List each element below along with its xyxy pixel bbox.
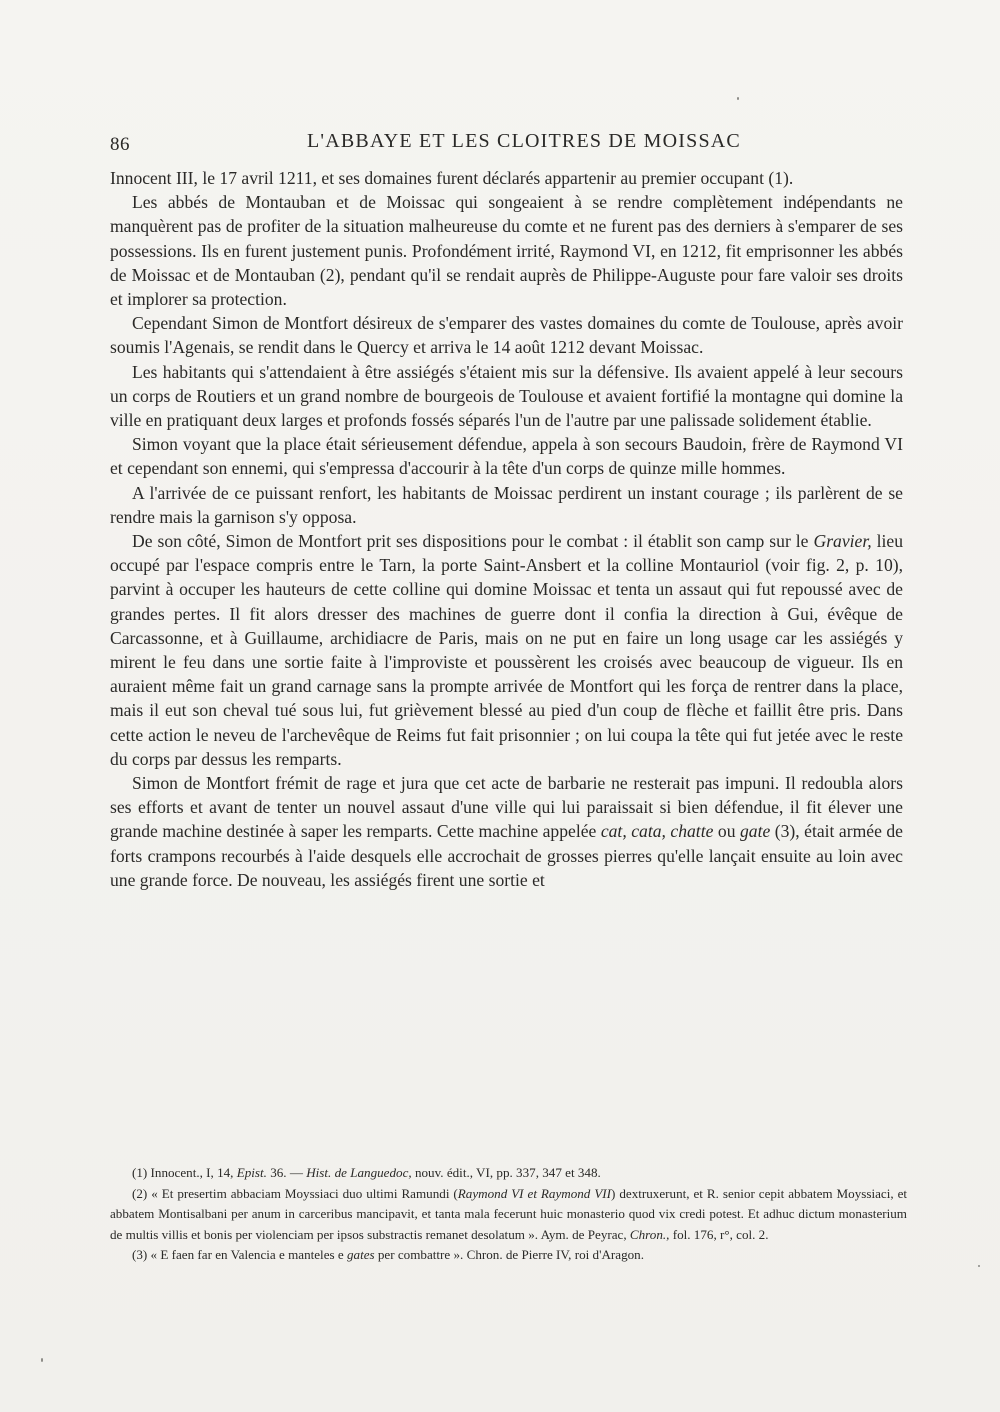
term-chatte: chatte [670,821,714,842]
running-title: L'ABBAYE ET LES CLOITRES DE MOISSAC [307,130,741,152]
footnote-2-text-c: fol. 176, r°, col. 2. [669,1226,769,1242]
footnote-1-text-c: nouv. édit., VI, pp. 337, 347 et 348. [411,1165,601,1180]
paragraph-8 [110,771,903,892]
footnote-1-text-b: 36. — [266,1165,307,1180]
footnote-2 [110,1184,907,1246]
paragraph-1: Innocent III, le 17 avril 1211, et ses domaines furent déclarés appartenir au premier occupant (1). [110,168,794,188]
footnote-1-hist-languedoc: Hist. de Languedoc, [306,1165,412,1180]
paragraph-5: Simon voyant que la place était sérieusement défendue, appela à son secours Baudoin, frère de Raymond VI et cependant son ennemi, qui s'empressa d'accourir à la tête d'un corps de quinze mille hommes. [110,434,903,479]
footnote-3 [110,1245,907,1266]
paragraph-4: Les habitants qui s'attendaient à être assiégés s'étaient mis sur la défensive. Ils avaient appelé à leur secours un corps de Routiers et un grand nombre de bourgeois de Toulouse et avaient fortifié la montagne qui domine la ville en pratiquant deux larges et profonds fossés séparés l'un de l'autre par une palissade solidement établie. [110,361,903,431]
word-ou: ou [713,821,740,842]
term-cat: cat, [600,821,627,842]
paragraph-7-text-b: lieu occupé par l'espace compris entre le Tarn, la porte Saint-Ansbert et la colline Montauriol (voir fig. 2, p. 10), parvint à occuper les hauteurs de cette colline qui domine Moissac et tenta un assaut qui fut repoussé avec de grandes pertes. Il fit alors dresser des machines de guerre dont il confia la direction à Gui, évêque de Carcassonne, et à Guillaume, archidiacre de Paris, mais on ne put en faire un long usage car les assiégés y mirent le feu dans une sortie faite à l'improviste et poussèrent les croisés avec beaucoup de vigueur. Ils en auraient même fait un grand carnage sans la prompte arrivée de Montfort qui les força de rentrer dans la place, mais il eut son cheval tué sous lui, fut grièvement blessé au pied d'un coup de flèche et faillit être pris. Dans cette action le neveu de l'archevêque de Reims fut fait prisonnier ; on lui coupa la tête qui fut jetée avec le reste du corps par dessus les remparts. [110,531,904,769]
footnote-3-gates: gates [346,1247,375,1262]
paragraph-8-text-a: Simon de Montfort frémit de rage et jura que cet acte de barbarie ne resterait pas impuni. Il redoubla alors ses efforts et avant de tenter un nouvel assaut d'une ville qui lui paraissait si bien défendue, il fit élever une grande machine destinée à saper les remparts. Cette machine appelée [110,773,903,842]
footnote-3-text-b: per combattre ». Chron. de Pierre IV, roi d'Aragon. [374,1247,644,1262]
paper-speck [41,1358,43,1362]
footnote-2-text-a: (2) « Et presertim abbaciam Moyssiaci duo ultimi Ramundi ( [132,1185,458,1201]
paper-speck [737,97,739,100]
paragraph-3: Cependant Simon de Montfort désireux de s'emparer des vastes domaines du comte de Toulouse, après avoir soumis l'Agenais, se rendit dans le Quercy et arriva le 14 août 1212 devant Moissac. [110,313,903,358]
page-header [110,126,908,156]
gravier-term: Gravier, [813,531,872,552]
paragraph-8-text-b: (3), était armée de forts crampons recourbés à l'aide desquels elle accrochait de grosses pierres qu'elle lançait ensuite au loin avec une grande force. De nouveau, les assiégés firent une sortie et [110,821,903,890]
term-gate: gate [739,821,771,842]
paragraph-2: Les abbés de Montauban et de Moissac qui songeaient à se rendre complètement indépendants ne manquèrent pas de profiter de la situation malheureuse du comte et ne furent pas des derniers à s'emparer de ses possessions. Ils en furent justement punis. Profondément irrité, Raymond VI, en 1212, fit emprisonner les abbés de Moissac et de Montauban (2), pendant qu'il se rendait auprès de Philippe-Auguste pour fare valoir ses droits et implorer sa protection. [110,192,903,310]
page-number: 86 [110,134,130,155]
footnote-2-raymond: Raymond VI et Raymond VII [457,1185,612,1201]
paragraph-6: A l'arrivée de ce puissant renfort, les habitants de Moissac perdirent un instant courage ; ils parlèrent de se rendre mais la garnison s'y opposa. [110,482,903,527]
footnote-1-text-a: (1) Innocent., I, 14, [132,1165,237,1180]
footnote-1 [110,1163,907,1184]
footnote-2-text-b: ) dextruxerunt, et R. senior cepit abbatem Moyssiaci, et abbatem Montisalbani per anum in carceribus mancipavit, et tanta mala fecerunt huic monasterio quod vix credi potest. Et adhuc dictum monasterium de multis villis et bonis per violenciam per ipsos substractis remanet desolatum ». Aym. de Peyrac, [110,1185,908,1242]
paper-speck [978,1265,980,1267]
footnote-2-chron: Chron., [629,1226,670,1242]
footnote-3-text-a: (3) « E faen far en Valencia e manteles e [132,1247,347,1262]
footnotes [110,1163,907,1266]
term-cata: cata, [631,821,666,842]
paragraph-7 [110,529,903,771]
body-text [110,166,903,892]
paragraph-7-text-a: De son côté, Simon de Montfort prit ses dispositions pour le combat : il établit son camp sur le [132,531,814,552]
footnote-1-epist: Epist. [236,1165,267,1180]
